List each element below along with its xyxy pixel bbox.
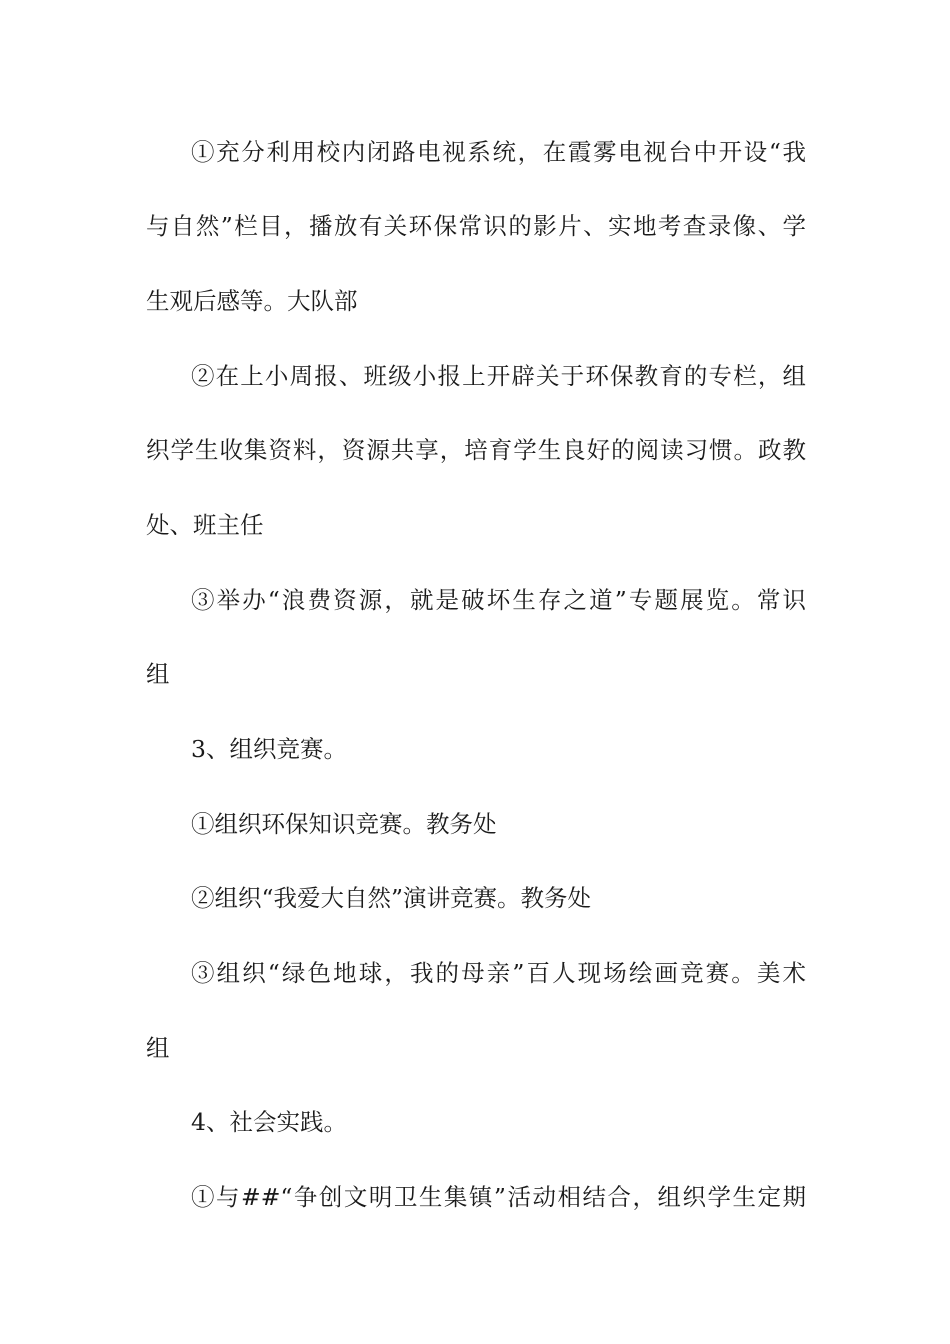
section-heading-3: 3、组织竞赛。: [191, 735, 347, 763]
text-line-2: 与自然”栏目，播放有关环保常识的影片、实地考查录像、学: [146, 212, 806, 240]
text-line-6: 处、班主任: [146, 511, 264, 539]
text-line-10: ①组织环保知识竞赛。教务处: [191, 810, 497, 838]
section-heading-4: 4、社会实践。: [191, 1108, 347, 1136]
text-line-8: 组: [146, 660, 170, 688]
text-line-3: 生观后感等。大队部: [146, 287, 358, 315]
text-line-5: 织学生收集资料，资源共享，培育学生良好的阅读习惯。政教: [146, 436, 806, 464]
text-line-4: ②在上小周报、班级小报上开辟关于环保教育的专栏，组: [191, 362, 806, 390]
text-line-11: ②组织“我爱大自然”演讲竞赛。教务处: [191, 884, 592, 912]
text-line-1: ①充分利用校内闭路电视系统，在霞雾电视台中开设“我: [191, 138, 806, 166]
text-line-15: ①与##“争创文明卫生集镇”活动相结合，组织学生定期: [191, 1183, 806, 1211]
text-line-12: ③组织“绿色地球，我的母亲”百人现场绘画竞赛。美术: [191, 959, 806, 987]
text-line-7: ③举办“浪费资源，就是破坏生存之道”专题展览。常识: [191, 586, 806, 614]
text-line-13: 组: [146, 1034, 170, 1062]
